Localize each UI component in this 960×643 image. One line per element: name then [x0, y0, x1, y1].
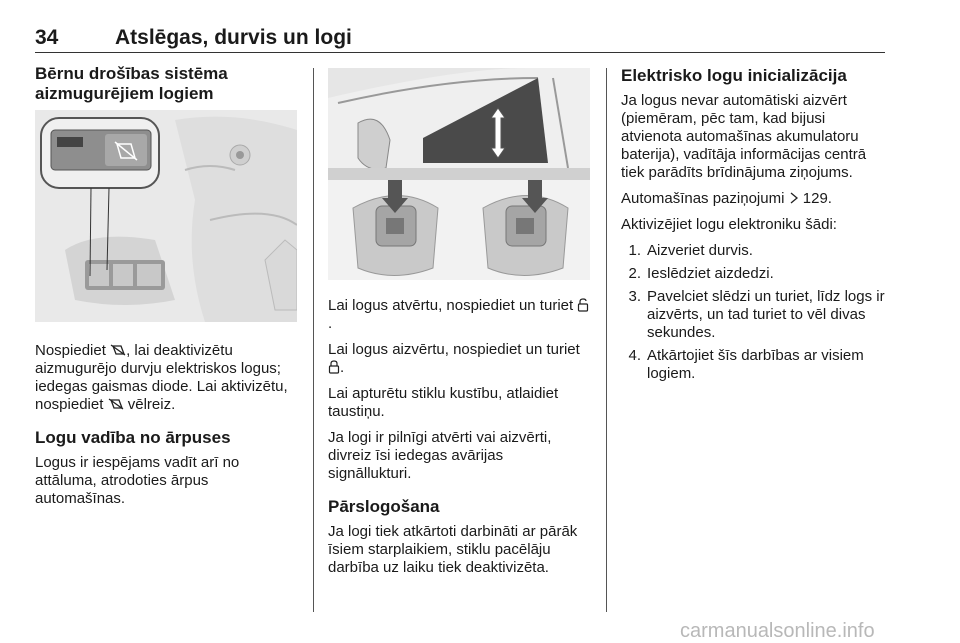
step-text: Pavelciet slēdzi un turiet, līdz logs ir aizvērts, un tad turiet to vēl divas sekundes.: [647, 288, 885, 341]
hazard-lights-paragraph: Ja logi ir pilnīgi atvērti vai aizvērti, divreiz īsi iedegas avārijas signāllukturi.: [328, 429, 552, 482]
close-windows-text: Lai logus aizvērtu, nospiediet un turiet: [328, 341, 580, 358]
page-title: Atslēgas, durvis un logi: [115, 26, 352, 49]
overload-heading: Pārslogošana: [328, 497, 440, 516]
child-lock-paragraph: [35, 342, 301, 414]
child-lock-text-a: Nospiediet: [35, 342, 106, 359]
remote-window-paragraph: Logus ir iespējams vadīt arī no attāluma, atrodoties ārpus automašīnas.: [35, 454, 240, 507]
vehicle-messages-reference: [621, 190, 889, 208]
step-text: Ieslēdziet aizdedzi.: [647, 265, 774, 282]
child-window-lock-icon: [108, 398, 124, 410]
step-number: 2.: [628, 265, 641, 282]
column-3: [621, 64, 889, 388]
watermark: carmanualsonline.info: [680, 620, 875, 642]
column-1: [35, 64, 301, 516]
child-lock-text-b: , lai deaktivizētu aizmugurējo durvju elektriskos logus; iedegas gaismas diode. Lai aktivizētu, nospiediet: [35, 342, 288, 413]
stop-windows-paragraph: Lai apturētu stiklu kustību, atlaidiet taustiņu.: [328, 385, 559, 420]
child-lock-heading: [35, 64, 301, 104]
column-divider-2: [606, 68, 607, 612]
step-text: Aizveriet durvis.: [647, 242, 753, 259]
steps-list: [621, 242, 889, 383]
close-windows-paragraph: Lai logus aizvērtu, nospiediet un turiet .: [328, 341, 580, 376]
remote-window-heading: Logu vadība no ārpuses: [35, 428, 231, 447]
step-number: 3.: [628, 288, 641, 305]
child-lock-heading-line2: aizmugurējiem logiem: [35, 84, 214, 103]
activation-intro: Aktivizējiet logu elektroniku šādi:: [621, 216, 837, 233]
child-window-lock-icon: [110, 344, 126, 356]
column-divider-1: [313, 68, 314, 612]
car-window-and-key-illustration: [328, 68, 590, 280]
overload-paragraph: Ja logi tiek atkārtoti darbināti ar pārāk īsiem starplaikiem, stiklu pacēlāju darbība uz laiku tiek deaktivizēta.: [328, 523, 578, 576]
initialization-paragraph: Ja logus nevar automātiski aizvērt (piemēram, pēc tam, kad bijusi atvienota automašīnas akumulatoru baterija), vadītāja informācijas centrā tiek parādīts brīdinājuma ziņojums.: [621, 92, 867, 181]
step-text: Atkārtojiet šīs darbības ar visiem logiem.: [647, 347, 864, 382]
list-item: [621, 242, 889, 260]
page-reference-arrow-icon: [789, 192, 799, 204]
lock-padlock-icon: [328, 360, 340, 374]
step-number: 4.: [628, 347, 641, 364]
open-windows-text: Lai logus atvērtu, nospiediet un turiet: [328, 297, 574, 314]
step-number: 1.: [628, 242, 641, 259]
page-number: 34: [35, 26, 59, 49]
unlock-padlock-icon: [577, 298, 589, 312]
initialization-heading: Elektrisko logu inicializācija: [621, 66, 847, 85]
child-lock-heading-line1: Bērnu drošības sistēma: [35, 64, 228, 83]
header-rule: [35, 52, 885, 53]
list-item: [621, 265, 889, 283]
door-switch-illustration: [35, 110, 297, 322]
open-windows-paragraph: Lai logus atvērtu, nospiediet un turiet .: [328, 297, 590, 333]
page-reference-number: 129.: [802, 190, 832, 207]
list-item: [621, 288, 889, 342]
column-2: [328, 64, 590, 585]
child-lock-text-c: vēlreiz.: [123, 396, 176, 413]
vehicle-messages-text: Automašīnas paziņojumi: [621, 190, 785, 207]
list-item: [621, 347, 889, 383]
page-header: [35, 26, 885, 50]
